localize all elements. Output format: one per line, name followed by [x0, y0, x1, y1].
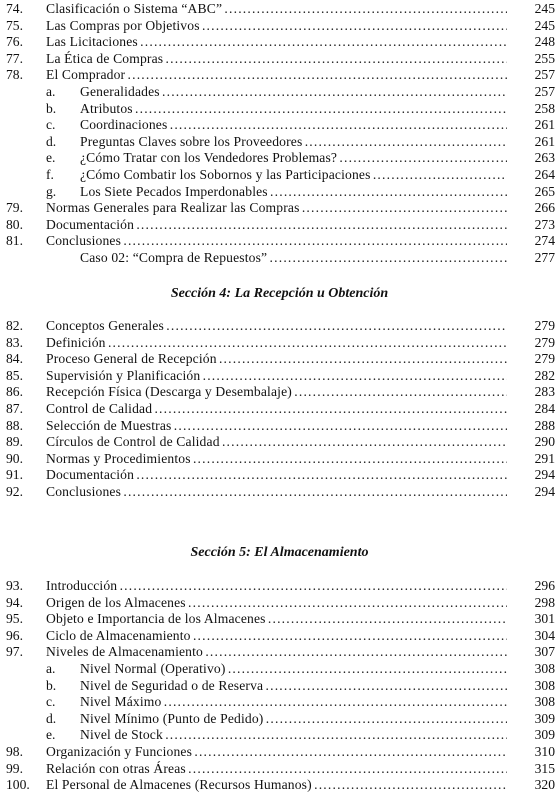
toc-entry: [0, 628, 559, 645]
entry-page-number: 283: [534, 384, 555, 400]
entry-page-number: 294: [534, 483, 555, 499]
entry-number: 82.: [6, 318, 23, 333]
toc-group-recepcion: [0, 318, 559, 501]
entry-number: 80.: [6, 216, 23, 232]
entry-letter: d.: [46, 133, 57, 149]
entry-page-number: 308: [534, 694, 555, 710]
entry-page-number: 266: [534, 200, 555, 216]
entry-number: 84.: [6, 351, 23, 367]
toc-entry: [0, 644, 559, 661]
entry-page-number: 308: [534, 677, 555, 693]
toc-entry: [0, 200, 559, 217]
entry-title: Nivel Máximo . . .: [80, 694, 507, 711]
entry-title: Nivel Normal (Operativo) . . .: [80, 661, 507, 678]
entry-title: Niveles de Almacenamiento . . .: [46, 644, 507, 661]
entry-page-number: 277: [534, 249, 555, 265]
entry-page-number: 290: [534, 434, 555, 450]
toc-entry: [0, 335, 559, 352]
entry-title: Recepción Física (Descarga y Desembalaje) . . .: [46, 384, 507, 401]
entry-number: 98.: [6, 743, 23, 759]
entry-title: Preguntas Claves sobre los Proveedores . . .: [80, 134, 507, 151]
toc-entry: [0, 233, 559, 250]
section-heading-recepcion: Sección 4: La Recepción u Obtención: [170, 286, 389, 301]
toc-entry: [0, 777, 559, 794]
entry-page-number: 255: [534, 50, 555, 66]
entry-letter: b.: [46, 677, 57, 693]
entry-page-number: 294: [534, 467, 555, 483]
entry-page-number: 261: [534, 133, 555, 149]
entry-page-number: 257: [534, 83, 555, 99]
entry-number: 97.: [6, 644, 23, 660]
entry-title: El Comprador . . .: [46, 67, 507, 84]
entry-page-number: 284: [534, 400, 555, 416]
entry-page-number: 263: [534, 150, 555, 166]
entry-title: Nivel de Seguridad o de Reserva . . .: [80, 678, 507, 695]
entry-page-number: 282: [534, 367, 555, 383]
entry-page-number: 279: [534, 334, 555, 350]
toc-entry: [0, 418, 559, 435]
toc-entry: [0, 484, 559, 501]
entry-number: 93.: [6, 578, 23, 593]
entry-number: 75.: [6, 17, 23, 33]
toc-entry: [0, 578, 559, 595]
entry-number: 89.: [6, 434, 23, 450]
entry-page-number: 245: [534, 17, 555, 33]
entry-page-number: 307: [534, 644, 555, 660]
toc-entry: [0, 318, 559, 335]
entry-title: Selección de Muestras . . .: [46, 418, 507, 435]
entry-number: 92.: [6, 483, 23, 499]
toc-group-almacenamiento: [0, 578, 559, 794]
entry-title: Origen de los Almacenes . . .: [46, 595, 507, 612]
entry-number: 96.: [6, 627, 23, 643]
entry-title: Nivel de Stock . . .: [80, 727, 507, 744]
toc-entry: [0, 150, 559, 167]
entry-title: Atributos . . .: [80, 101, 507, 118]
entry-number: 90.: [6, 450, 23, 466]
toc-entry: [0, 434, 559, 451]
entry-title: ¿Cómo Combatir los Sobornos y las Participaciones . . .: [80, 167, 507, 184]
toc-entry: [0, 84, 559, 101]
toc-entry: [0, 467, 559, 484]
entry-page-number: 274: [534, 233, 555, 249]
entry-number: 95.: [6, 611, 23, 627]
entry-number: 99.: [6, 760, 23, 776]
entry-title: Generalidades . . .: [80, 84, 507, 101]
toc-entry: [0, 51, 559, 68]
entry-page-number: 261: [534, 117, 555, 133]
toc-entry: [0, 661, 559, 678]
entry-title: Definición . . .: [46, 335, 507, 352]
entry-page-number: 298: [534, 594, 555, 610]
entry-title: Las Compras por Objetivos . . .: [46, 18, 507, 35]
entry-title: Los Siete Pecados Imperdonables . . .: [80, 184, 507, 201]
entry-title: Círculos de Control de Calidad . . .: [46, 434, 507, 451]
toc-entry: [0, 184, 559, 201]
toc-entry: [0, 451, 559, 468]
entry-page-number: 310: [534, 743, 555, 759]
entry-page-number: 291: [534, 450, 555, 466]
entry-number: 76.: [6, 34, 23, 50]
entry-letter: f.: [46, 166, 54, 182]
toc-entry: [0, 678, 559, 695]
entry-title: El Personal de Almacenes (Recursos Humanos) . . .: [46, 777, 507, 794]
entry-title: Proceso General de Recepción . . .: [46, 351, 507, 368]
entry-page-number: 248: [534, 34, 555, 50]
entry-page-number: 258: [534, 100, 555, 116]
entry-title: Caso 02: “Compra de Repuestos” . . .: [80, 250, 507, 267]
entry-number: 77.: [6, 50, 23, 66]
entry-letter: g.: [46, 183, 57, 199]
toc-entry: [0, 761, 559, 778]
section-heading-almacenamiento: Sección 5: El Almacenamiento: [190, 545, 369, 560]
entry-letter: a.: [46, 660, 56, 676]
entry-page-number: 264: [534, 166, 555, 182]
entry-title: Normas Generales para Realizar las Compras . . .: [46, 200, 507, 217]
toc-entry: [0, 1, 559, 18]
toc-entry: [0, 611, 559, 628]
entry-page-number: 273: [534, 216, 555, 232]
entry-letter: b.: [46, 100, 57, 116]
entry-title: ¿Cómo Tratar con los Vendedores Problemas? . . .: [80, 150, 507, 167]
toc-entry: [0, 401, 559, 418]
entry-page-number: 304: [534, 627, 555, 643]
toc-entry: [0, 368, 559, 385]
entry-number: 86.: [6, 384, 23, 400]
entry-title: Conclusiones . . .: [46, 484, 507, 501]
entry-title: Clasificación o Sistema “ABC” . . .: [46, 1, 507, 18]
entry-title: Conceptos Generales . . .: [46, 318, 507, 335]
toc-entry: [0, 217, 559, 234]
entry-title: Normas y Procedimientos . . .: [46, 451, 507, 468]
entry-title: Conclusiones . . .: [46, 233, 507, 250]
entry-page-number: 309: [534, 710, 555, 726]
entry-title: Objeto e Importancia de los Almacenes . . .: [46, 611, 507, 628]
entry-page-number: 245: [534, 1, 555, 16]
entry-title: Documentación . . .: [46, 217, 507, 234]
entry-page-number: 296: [534, 578, 555, 593]
entry-page-number: 279: [534, 351, 555, 367]
entry-number: 87.: [6, 400, 23, 416]
entry-title: Las Licitaciones . . .: [46, 34, 507, 51]
toc-entry: [0, 167, 559, 184]
entry-page-number: 265: [534, 183, 555, 199]
entry-number: 79.: [6, 200, 23, 216]
entry-number: 74.: [6, 1, 23, 16]
toc-entry: [0, 250, 559, 267]
entry-title: Nivel Mínimo (Punto de Pedido) . . .: [80, 711, 507, 728]
entry-title: Relación con otras Áreas . . .: [46, 761, 507, 778]
entry-letter: e.: [46, 150, 56, 166]
toc-entry: [0, 744, 559, 761]
entry-page-number: 320: [534, 777, 555, 793]
entry-title: Introducción . . .: [46, 578, 507, 595]
toc-entry: [0, 134, 559, 151]
entry-number: 81.: [6, 233, 23, 249]
entry-letter: c.: [46, 117, 56, 133]
entry-number: 100.: [6, 777, 30, 793]
entry-title: La Ética de Compras . . .: [46, 51, 507, 68]
entry-page-number: 309: [534, 727, 555, 743]
entry-title: Documentación . . .: [46, 467, 507, 484]
toc-entry: [0, 18, 559, 35]
entry-title: Ciclo de Almacenamiento . . .: [46, 628, 507, 645]
toc-entry: [0, 117, 559, 134]
entry-title: Organización y Funciones . . .: [46, 744, 507, 761]
entry-title: Supervisión y Planificación . . .: [46, 368, 507, 385]
toc-entry: [0, 694, 559, 711]
entry-number: 85.: [6, 367, 23, 383]
entry-number: 83.: [6, 334, 23, 350]
entry-number: 88.: [6, 417, 23, 433]
entry-page-number: 308: [534, 660, 555, 676]
toc-entry: [0, 727, 559, 744]
entry-page-number: 288: [534, 417, 555, 433]
toc-entry: [0, 101, 559, 118]
toc-entry: [0, 351, 559, 368]
entry-number: 94.: [6, 594, 23, 610]
entry-page-number: 257: [534, 67, 555, 83]
toc-entry: [0, 711, 559, 728]
toc-entry: [0, 34, 559, 51]
entry-number: 91.: [6, 467, 23, 483]
entry-page-number: 301: [534, 611, 555, 627]
entry-letter: d.: [46, 710, 57, 726]
entry-title: Control de Calidad . . .: [46, 401, 507, 418]
entry-title: Coordinaciones . . .: [80, 117, 507, 134]
entry-number: 78.: [6, 67, 23, 83]
entry-letter: a.: [46, 83, 56, 99]
toc-entry: [0, 67, 559, 84]
entry-page-number: 315: [534, 760, 555, 776]
toc-group-compras: [0, 1, 559, 267]
toc-entry: [0, 595, 559, 612]
toc-entry: [0, 384, 559, 401]
entry-letter: c.: [46, 694, 56, 710]
entry-page-number: 279: [534, 318, 555, 333]
entry-letter: e.: [46, 727, 56, 743]
